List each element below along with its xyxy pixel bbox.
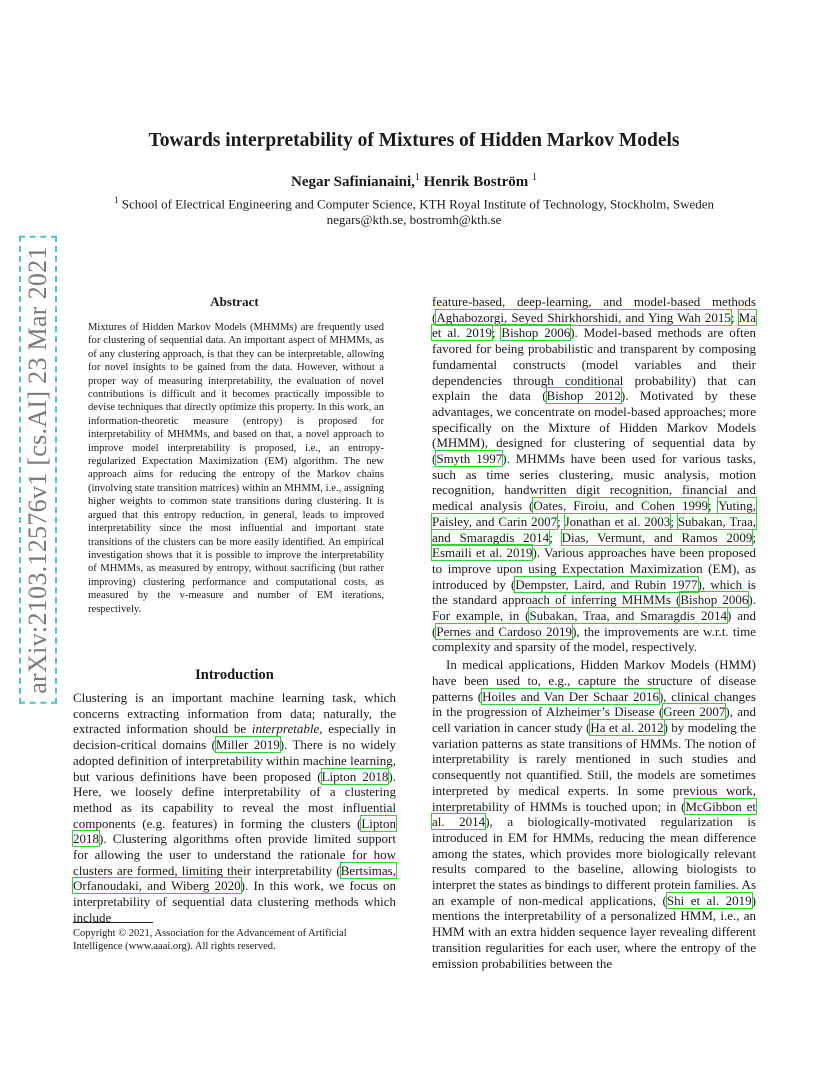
introduction-heading: Introduction (195, 667, 274, 683)
separator: ; (549, 529, 562, 545)
body-text: In medical applications, Hidden Markov Models (HMM) have been used to, e.g., capture the structure of disease patterns ( (432, 657, 756, 704)
citation-link[interactable]: Bishop 2006 (501, 325, 571, 341)
body-text: ). In this work, we focus on interpretability of sequential data clustering methods which include (73, 878, 396, 925)
body-text: ). MHMMs have been used for various tasks, such as time series clustering, music analysis, motion recognition, handwritten digit recognition, financial and medical analysis ( (432, 451, 756, 514)
citation-link[interactable]: Bertsimas, Orfanoudaki, and Wiberg 2020 (73, 862, 396, 894)
body-text: ), which is the standard approach of inferring MHMMs ( (432, 576, 756, 608)
body-text: , especially in decision-critical domains ( (73, 721, 397, 753)
body-text: ). Clustering algorithms often provide limited support for allowing the user to understand the rationale for how clusters are formed, limiting their interpretability ( (73, 831, 396, 878)
citation-link[interactable]: Esmaili et al. 2019 (432, 545, 533, 561)
body-text: ). There is no widely adopted definition of interpretability within machine learning, but various definitions have been proposed ( (73, 737, 396, 784)
author-name: Negar Safinianaini, (291, 174, 415, 190)
body-text: ). For example, in ( (432, 592, 757, 624)
citation-link[interactable]: Subakan, Traa, and Smaragdis 2014 (529, 608, 728, 624)
body-text: Clustering is an important machine learning task, which concerns extracting information from data; naturally, the extracted information should be (73, 690, 396, 737)
citation-link[interactable]: Pernes and Cardoso 2019 (436, 623, 573, 639)
paper-title: Towards interpretability of Mixtures of Hidden Markov Models (148, 130, 680, 151)
body-paragraph (432, 294, 756, 655)
citation-link[interactable]: Lipton 2018 (73, 815, 396, 847)
separator: ; (707, 498, 719, 514)
affiliation-line (0, 192, 828, 212)
right-column (432, 294, 756, 971)
citation-link[interactable]: Hoiles and Van Der Schaar 2016 (482, 688, 659, 704)
body-paragraph (432, 657, 756, 971)
abstract-text: Mixtures of Hidden Markov Models (MHMMs) are frequently used for clustering of sequential data. An important aspect of MHMMs, as of any clustering approach, is that they can be interpretable, allowing for novel insights to be gained from the data. However, without a proper way of measuring interpretability, the evaluation of novel contributions is difficult and it becomes practically impossible to devise techniques that directly optimize this property. In this work, an information-theoretic measure (entropy) is proposed for interpretability of MHMMs, and based on that, a novel approach to improve model interpretability is proposed, i.e., an entropy-regularized Expectation Maximization (EM) algorithm. The new approach aims for reducing the entropy of the Markov chains (involving state transition matrices) within an MHMM, i.e., assigning higher weights to common state transitions during clustering. It is argued that this entropy reduction, in general, leads to improved interpretability since the most influential and important state transitions of the clusters can be more easily identified. An empirical investigation shows that it is possible to improve the interpretability of MHMMs, as measured by entropy, without sacrificing (but rather improving) clustering performance and computational costs, as measured by the v-measure and number of EM iterations, respectively. (88, 322, 384, 615)
citation-link[interactable]: McGibbon et al. 2014 (432, 798, 756, 830)
body-text: ), the improvements are w.r.t. time complexity and sparsity of the model, respectively. (432, 623, 756, 655)
citation-link[interactable]: Ha et al. 2012 (590, 719, 664, 735)
author-emails: negars@kth.se, bostromh@kth.se (326, 212, 502, 228)
citation-link[interactable]: Dempster, Laird, and Rubin 1977 (515, 576, 698, 592)
citation-link[interactable]: Bishop 2012 (546, 388, 621, 404)
separator: ; (670, 513, 678, 529)
citation-link[interactable]: Smyth 1997 (436, 451, 503, 467)
body-text: ) by modeling the variation patterns as state transitions of HMMs. The notion of interpretability is rarely mentioned in such studies and consequently not quantified. Still, the models are sometimes interpreted by medical experts. In some previous work, interpretability of HMMs is touched upon; in ( (432, 719, 756, 814)
body-text: ). Here, we loosely define interpretability of a clustering method as its capability to reveal the most influential components (e.g. features) in forming the clusters ( (73, 768, 396, 831)
body-text: ). Model-based methods are often favored for being probabilistic and transparent by composing fundamental constructs (model variables and their dependencies through conditional probability) that can explain the data ( (432, 325, 756, 404)
citation-link[interactable]: Green 2007 (663, 704, 726, 720)
body-text: ), clinical changes in the progression of Alzheimer’s Disease ( (432, 688, 756, 720)
citation-link[interactable]: Lipton 2018 (321, 768, 389, 784)
affiliation-mark: 1 (414, 172, 420, 183)
citation-link[interactable]: Subakan, Traa, and Smaragdis 2014 (432, 513, 756, 545)
separator: ; (491, 325, 502, 341)
affiliation-block (0, 192, 828, 228)
author-list (0, 172, 828, 191)
body-text: ). Motivated by these advantages, we concentrate on model-based approaches; more specifically on the Mixture of Hidden Markov Models (MHMM), designed for clustering of sequential data by ( (432, 388, 756, 467)
affiliation-mark: 1 (532, 172, 537, 183)
author-name: Henrik Boström (423, 174, 529, 190)
affiliation-text: School of Electrical Engineering and Computer Science, KTH Royal Institute of Technology, Stockholm, Sweden (121, 196, 714, 212)
citation-link[interactable]: Oates, Firoiu, and Cohen 1999 (533, 498, 708, 514)
citation-link[interactable]: Miller 2019 (215, 737, 280, 753)
arxiv-side-stamp[interactable]: arXiv:2103.12576v1 [cs.AI] 23 Mar 2021 (19, 236, 57, 704)
citation-link[interactable]: Dias, Vermunt, and Ramos 2009 (561, 529, 753, 545)
abstract-heading: Abstract (210, 294, 259, 309)
body-text: ) and ( (432, 608, 756, 639)
emphasis-text: interpretable (251, 721, 320, 737)
copyright-footnote: Copyright © 2021, Association for the Advancement of Artificial Intelligence (www.aaai.org). All rights reserved. (73, 928, 347, 952)
separator: ; (752, 529, 757, 545)
separator: ; (730, 309, 739, 325)
citation-link[interactable]: Jonathan et al. 2003 (564, 513, 671, 529)
citation-link[interactable]: Aghabozorgi, Seyed Shirkhorshidi, and Ying Wah 2015 (436, 309, 731, 325)
citation-link[interactable]: Yuting, Paisley, and Carin 2007 (432, 498, 757, 529)
body-text: ) mentions the interpretability of a personalized HMM, i.e., an HMM with an extra hidden sequence layer revealing different transition regularities for each user, where the entropy of the emission probabilities between the (432, 892, 756, 971)
body-text: ). Various approaches have been proposed to improve upon using Expectation Maximization (EM), as introduced by ( (432, 545, 756, 592)
separator: ; (557, 513, 565, 529)
citation-link[interactable]: Shi et al. 2019 (666, 892, 752, 908)
affiliation-mark: 1 (113, 195, 119, 205)
body-text: ), a biologically-motivated regularization is introduced in EM for HMMs, reducing the mean difference among the states, which provides more biologically relevant results compared to the baseline, allowing biologists to interpret the states as bindings to different protein families. As an example of non-medical applications, ( (432, 814, 756, 908)
body-text: ), and cell variation in cancer study ( (432, 704, 756, 735)
introduction-paragraph (73, 690, 396, 926)
footnote-divider (73, 922, 153, 923)
citation-link[interactable]: Bishop 2006 (680, 592, 749, 608)
body-text: feature-based, deep-learning, and model-based methods ( (432, 294, 756, 325)
citation-link[interactable]: Ma et al. 2019 (432, 309, 756, 341)
